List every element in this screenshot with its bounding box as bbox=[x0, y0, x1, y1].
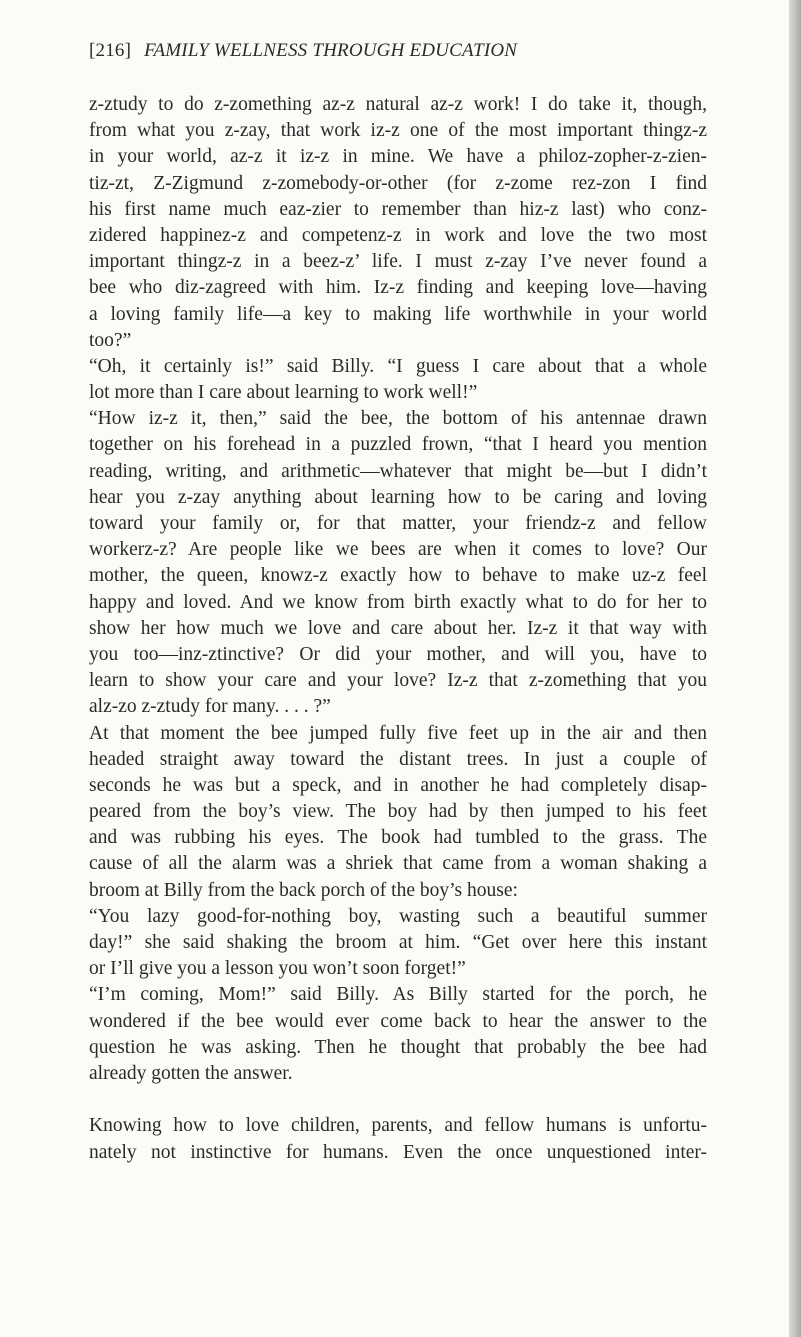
text-line: and was rubbing his eyes. The book had tumbled to the grass. The bbox=[89, 827, 707, 849]
text-line: important thingz-z in a beez-z’ life. I must z-zay I’ve never found a bbox=[89, 251, 707, 273]
text-line: “You lazy good-for-nothing boy, wasting such a beautiful summer bbox=[89, 905, 707, 927]
page-number: [216] bbox=[89, 40, 132, 61]
running-header bbox=[89, 40, 517, 62]
text-line: z-ztudy to do z-zomething az-z natural az-z work! I do take it, though, bbox=[89, 94, 707, 115]
text-line: learn to show your care and your love? Iz-z that z-zomething that you bbox=[89, 670, 707, 692]
text-line: lot more than I care about learning to work well!” bbox=[89, 382, 478, 404]
text-line: a loving family life—a key to making life worthwhile in your world bbox=[89, 303, 707, 325]
page-edge-shadow bbox=[789, 0, 801, 1337]
text-line: “How iz-z it, then,” said the bee, the bottom of his antennae drawn bbox=[89, 408, 707, 430]
text-line: cause of all the alarm was a shriek that came from a woman shaking a bbox=[89, 853, 707, 875]
text-line: At that moment the bee jumped fully five feet up in the air and then bbox=[89, 722, 707, 744]
text-line: headed straight away toward the distant trees. In just a couple of bbox=[89, 748, 707, 770]
text-line: or I’ll give you a lesson you won’t soon forget!” bbox=[89, 958, 466, 980]
text-line: show her how much we love and care about her. Iz-z it that way with bbox=[89, 617, 707, 639]
text-line: question he was asking. Then he thought that probably the bee had bbox=[89, 1036, 707, 1058]
text-line: day!” she said shaking the broom at him. “Get over here this instant bbox=[89, 932, 707, 953]
text-line: toward your family or, for that matter, your friendz-z and fellow bbox=[89, 513, 707, 534]
running-title: FAMILY WELLNESS THROUGH EDUCATION bbox=[144, 40, 518, 61]
text-line: hear you z-zay anything about learning how to be caring and loving bbox=[89, 486, 707, 508]
text-line: you too—inz-ztinctive? Or did your mother, and will you, have to bbox=[89, 643, 707, 665]
body-text bbox=[89, 92, 707, 1166]
text-line: mother, the queen, knowz-z exactly how to behave to make uz-z feel bbox=[89, 565, 707, 587]
text-line: peared from the boy’s view. The boy had by then jumped to his feet bbox=[89, 801, 707, 823]
text-line: happy and loved. And we know from birth exactly what to do for her to bbox=[89, 591, 707, 613]
text-line: already gotten the answer. bbox=[89, 1062, 293, 1084]
text-line: his first name much eaz-zier to remember than hiz-z last) who conz- bbox=[89, 198, 707, 220]
text-line: nately not instinctive for humans. Even the once unquestioned inter- bbox=[89, 1141, 707, 1163]
text-line: in your world, az-z it iz-z in mine. We have a philoz-zopher-z-zien- bbox=[89, 146, 707, 168]
text-line: together on his forehead in a puzzled frown, “that I heard you mention bbox=[89, 434, 707, 456]
text-line: from what you z-zay, that work iz-z one of the most important thingz-z bbox=[89, 120, 707, 142]
text-line: reading, writing, and arithmetic—whatever that might be—but I didn’t bbox=[89, 460, 707, 482]
text-line: “I’m coming, Mom!” said Billy. As Billy started for the porch, he bbox=[89, 984, 707, 1006]
text-line: seconds he was but a speck, and in another he had completely disap- bbox=[89, 774, 707, 796]
text-line: workerz-z? Are people like we bees are when it comes to love? Our bbox=[89, 539, 707, 561]
text-line: tiz-zt, Z-Zigmund z-zomebody-or-other (for z-zome rez-zon I find bbox=[89, 172, 707, 194]
paragraph-gap bbox=[89, 1087, 707, 1113]
text-line: “Oh, it certainly is!” said Billy. “I guess I care about that a whole bbox=[89, 355, 707, 377]
text-line: Knowing how to love children, parents, and fellow humans is unfortu- bbox=[89, 1115, 707, 1137]
text-line: alz-zo z-ztudy for many. . . . ?” bbox=[89, 696, 331, 718]
text-line: too?” bbox=[89, 329, 132, 351]
text-line: broom at Billy from the back porch of the boy’s house: bbox=[89, 879, 518, 901]
text-line: bee who diz-zagreed with him. Iz-z finding and keeping love—having bbox=[89, 277, 707, 299]
text-line: wondered if the bee would ever come back to hear the answer to the bbox=[89, 1010, 707, 1032]
text-line: zidered happinez-z and competenz-z in work and love the two most bbox=[89, 224, 707, 246]
